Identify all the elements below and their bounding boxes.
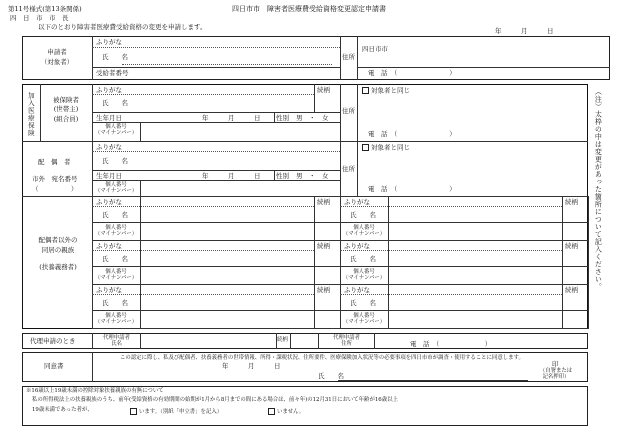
dependent-mynumber-label: 個人番号 （マイナンバー） bbox=[94, 313, 138, 326]
dependent-row-divider bbox=[92, 310, 340, 311]
seal-mark: 印 bbox=[552, 360, 559, 368]
consent-name-label: 氏 名 bbox=[318, 372, 344, 380]
spouse-furigana-label: ふりがな bbox=[96, 143, 122, 151]
insurance-address-label: 住所 bbox=[342, 107, 355, 115]
consent-label: 同意書 bbox=[44, 362, 64, 370]
spouse-label: 配 偶 者 bbox=[38, 158, 71, 166]
dependent-furigana-label: ふりがな bbox=[96, 242, 122, 250]
dependent-row-bottom bbox=[340, 240, 588, 241]
dependent-row-bottom bbox=[92, 284, 340, 285]
dependent-furigana-label: ふりがな bbox=[344, 242, 370, 250]
insured-label: 被保険者 (世帯主) (組合員) bbox=[53, 96, 79, 123]
agent-name-label: 代理申請者 氏名 bbox=[103, 335, 130, 348]
intro-text: 以下のとおり障害者医療費受給資格の変更を申請します。 bbox=[38, 23, 207, 31]
agent-phone: 電 話 （ ） bbox=[410, 340, 492, 348]
dependent-relation-label: 続柄 bbox=[565, 242, 578, 250]
applicant-recipient-no-label: 受給者番号 bbox=[96, 69, 129, 77]
insurance-phone: 電 話 （ ） bbox=[368, 130, 456, 138]
dependent-row-divider bbox=[340, 222, 588, 223]
dependent-mynumber-label: 個人番号 （マイナンバー） bbox=[342, 313, 386, 326]
agent-relation-label: 続柄 bbox=[277, 337, 288, 343]
spouse-same-checkbox[interactable] bbox=[362, 144, 369, 151]
applicant-section-label: 申請者 （対象者） bbox=[40, 48, 74, 66]
dependent-mynumber-label: 個人番号 （マイナンバー） bbox=[94, 225, 138, 238]
dependent-relation-label: 続柄 bbox=[317, 286, 330, 294]
consent-text: この認定に際し、私及び配偶者、扶養義務者の世帯情報、所得・課税状況、住所要件、医療保険加入状況等の必要事項を四日市市が調査・使用することに同意します。 bbox=[120, 355, 524, 361]
option-yes-checkbox[interactable] bbox=[130, 408, 137, 415]
dependent-name-label: 氏 名 bbox=[350, 255, 376, 263]
spouse-overseas-label: 市外 宛名番号 bbox=[32, 175, 78, 183]
applicant-furigana-label: ふりがな bbox=[96, 38, 122, 46]
addressee: 四 日 市 市 長 bbox=[10, 14, 69, 22]
footnote-option-yes[interactable]: います。（別紙「申立書」を記入） bbox=[130, 408, 222, 415]
spouse-dob-label: 生年月日 bbox=[96, 172, 122, 180]
insurance-furigana-label: ふりがな bbox=[96, 86, 122, 94]
option-no-checkbox[interactable] bbox=[268, 408, 275, 415]
dependent-furigana-line bbox=[92, 294, 314, 295]
dependent-name-label: 氏 名 bbox=[350, 299, 376, 307]
dependent-relation-label: 続柄 bbox=[317, 198, 330, 206]
insurance-gender-value[interactable]: 男 ・ 女 bbox=[296, 114, 329, 122]
dependent-row-bottom bbox=[340, 284, 588, 285]
dependent-name-label: 氏 名 bbox=[102, 255, 128, 263]
dependents-sub-label: (扶養義務者) bbox=[39, 263, 77, 271]
insurance-relation-label: 続柄 bbox=[317, 86, 330, 94]
dependent-row-bottom bbox=[92, 240, 340, 241]
dependents-label: 配偶者以外の 同居の親族 bbox=[38, 236, 78, 254]
applicant-name-input[interactable] bbox=[122, 64, 332, 65]
agent-label: 代理申請のとき bbox=[30, 337, 76, 345]
form-title: 四日市市 障害者医療費受給資格変更認定申請書 bbox=[232, 5, 386, 13]
dependent-furigana-label: ふりがな bbox=[96, 286, 122, 294]
consent-name-line[interactable] bbox=[338, 380, 528, 381]
insurance-gender-label: 性別 bbox=[276, 114, 289, 122]
footnote-age-text: 19歳未満であった者が、 bbox=[32, 407, 93, 413]
insurance-name-label: 氏 名 bbox=[102, 99, 128, 107]
spouse-dob-value[interactable]: 年 月 日 bbox=[202, 172, 261, 180]
insurance-dob-value[interactable]: 年 月 日 bbox=[202, 114, 261, 122]
dependent-mynumber-label: 個人番号 （マイナンバー） bbox=[342, 269, 386, 282]
dependent-row-divider bbox=[92, 266, 340, 267]
insurance-same-checkbox[interactable] bbox=[362, 87, 369, 94]
spouse-paren: （ ） bbox=[32, 185, 78, 193]
dependent-relation-label: 続柄 bbox=[565, 286, 578, 294]
dependent-name-label: 氏 名 bbox=[102, 211, 128, 219]
dependent-relation-label: 続柄 bbox=[565, 198, 578, 206]
spouse-same-as[interactable]: 対象者と同じ bbox=[362, 144, 410, 151]
insurance-side-label: 加入医療保険 bbox=[26, 92, 35, 137]
spouse-address-label: 住所 bbox=[342, 165, 355, 173]
dependent-row-divider bbox=[340, 266, 588, 267]
spouse-mynumber-label: 個人番号 （マイナンバー） bbox=[94, 182, 138, 195]
dependent-furigana-line bbox=[340, 250, 562, 251]
applicant-address-value: 四日市市 bbox=[362, 45, 388, 53]
applicant-phone: 電 話 （ ） bbox=[368, 69, 456, 77]
dependent-furigana-line bbox=[340, 294, 562, 295]
dependent-name-label: 氏 名 bbox=[350, 211, 376, 219]
dependent-row-bottom bbox=[340, 328, 588, 329]
application-date: 年 月 日 bbox=[495, 27, 554, 35]
agent-address-label: 代理申請者 住所 bbox=[333, 335, 360, 348]
dependent-furigana-line bbox=[92, 206, 314, 207]
dependent-furigana-label: ふりがな bbox=[344, 198, 370, 206]
spouse-phone: 電 話 （ ） bbox=[368, 185, 456, 193]
dependent-row-divider bbox=[92, 222, 340, 223]
dependent-row-bottom bbox=[92, 328, 340, 329]
form-number: 第11号様式(第13条関係) bbox=[8, 5, 82, 13]
insurance-same-as[interactable]: 対象者と同じ bbox=[362, 87, 410, 94]
footnote-heading: ※16歳以上19歳未満の控除対象扶養親族の有無について bbox=[26, 388, 164, 394]
dependent-furigana-line bbox=[92, 250, 314, 251]
insurance-dob-label: 生年月日 bbox=[96, 114, 122, 122]
spouse-name-label: 氏 名 bbox=[102, 157, 128, 165]
dependent-furigana-line bbox=[340, 206, 562, 207]
seal-note: （自署または 記名押印） bbox=[539, 368, 573, 381]
footnote-option-no[interactable]: いません。 bbox=[268, 408, 304, 415]
dependent-mynumber-label: 個人番号 （マイナンバー） bbox=[342, 225, 386, 238]
dependent-furigana-label: ふりがな bbox=[344, 286, 370, 294]
dependent-furigana-label: ふりがな bbox=[96, 198, 122, 206]
applicant-address-label: 住所 bbox=[342, 53, 355, 61]
applicant-name-label: 氏 名 bbox=[102, 53, 128, 61]
dependent-row-divider bbox=[340, 310, 588, 311]
side-note: （注）太枠の中は変更があった箇所について記入ください。 bbox=[594, 88, 603, 291]
insurance-mynumber-label: 個人番号 （マイナンバー） bbox=[94, 124, 138, 137]
dependent-name-label: 氏 名 bbox=[102, 299, 128, 307]
dependent-relation-label: 続柄 bbox=[317, 242, 330, 250]
dependent-mynumber-label: 個人番号 （マイナンバー） bbox=[94, 269, 138, 282]
consent-date[interactable]: 年 月 日 bbox=[222, 362, 281, 370]
footnote-body: 私の所得税法上の扶養親族のうち、前年(受給資格の有効期間の始期が1月から8月までの間にある場合は、前々年)の12月31日において年齢が16歳以上 bbox=[32, 397, 398, 403]
spouse-gender-label: 性別 bbox=[276, 172, 289, 180]
spouse-gender-value[interactable]: 男 ・ 女 bbox=[296, 172, 329, 180]
